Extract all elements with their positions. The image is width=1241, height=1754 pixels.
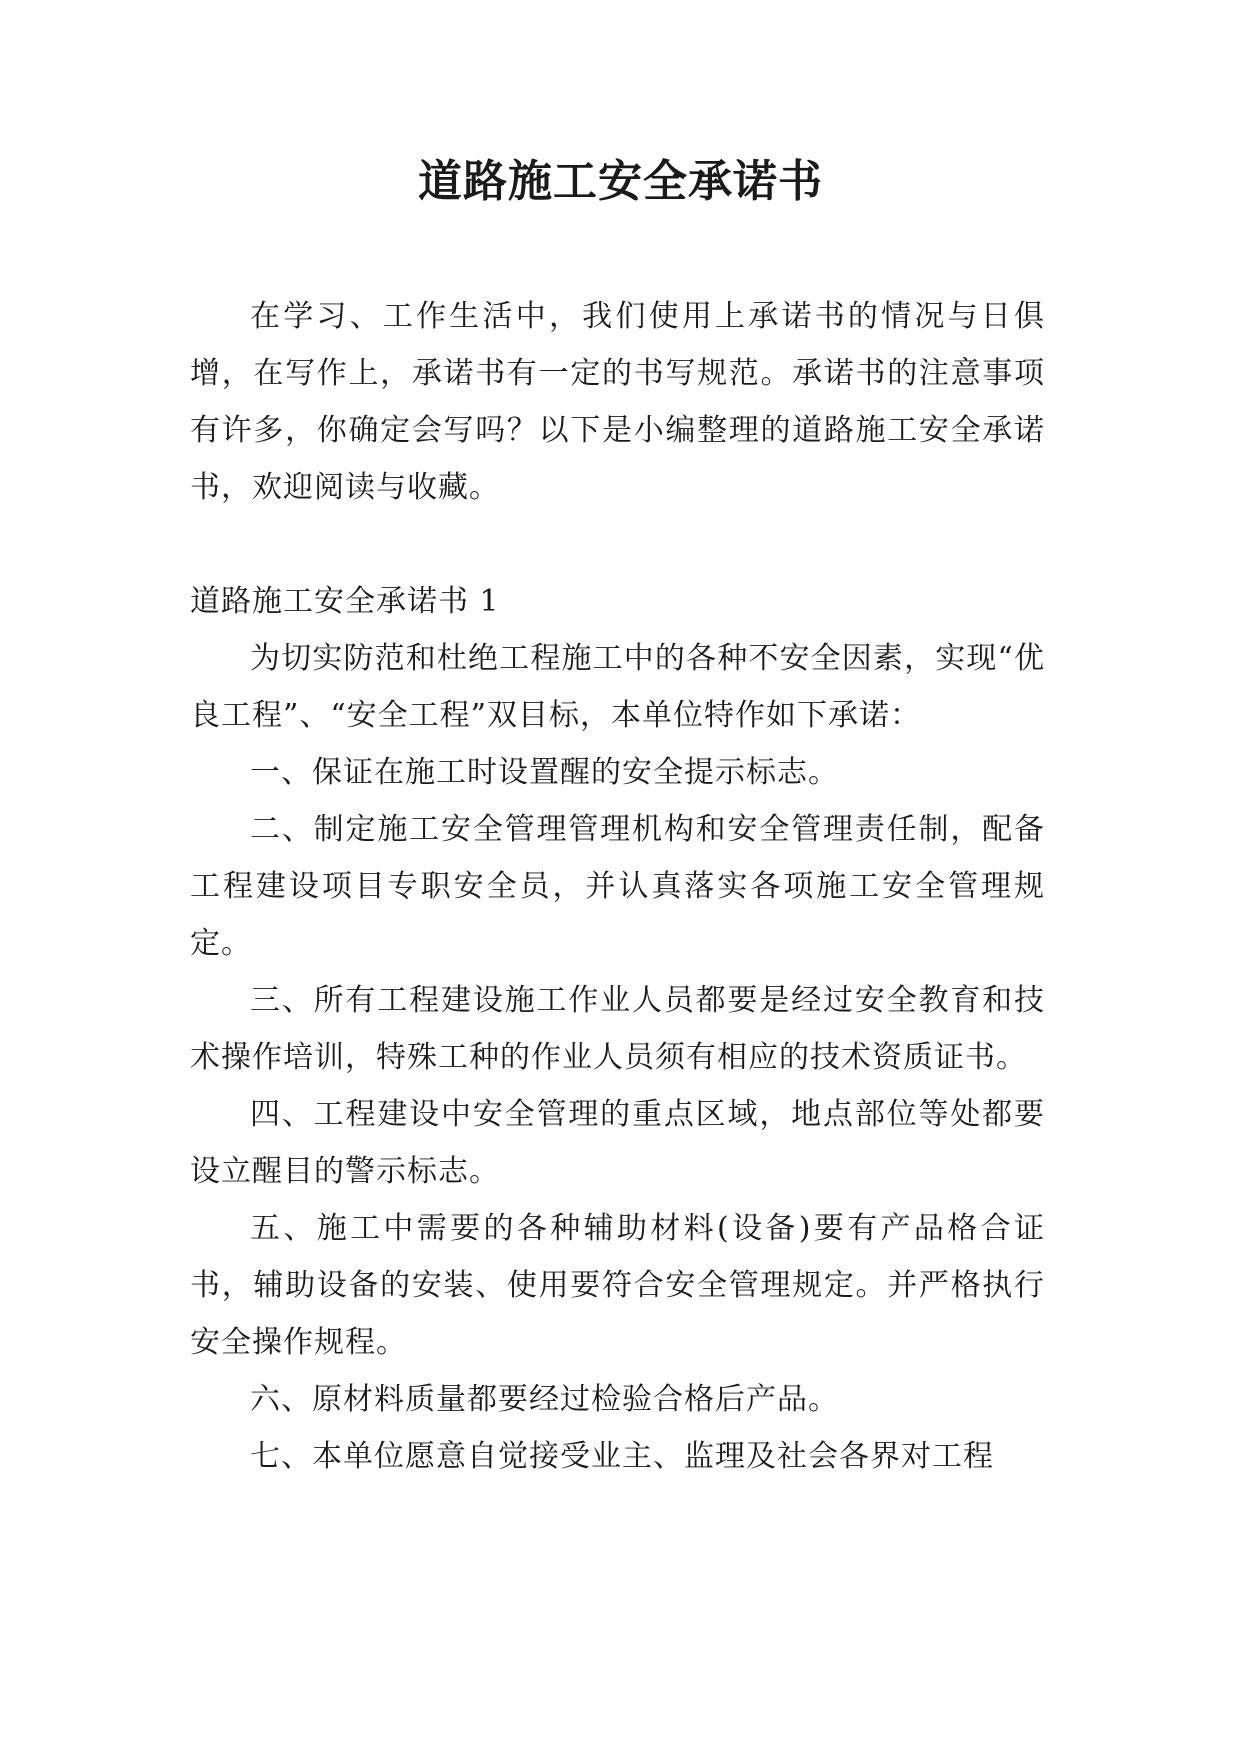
paragraph-item-6: 六、原材料质量都要经过检验合格后产品。 [250, 1382, 839, 1417]
document-title: 道路施工安全承诺书 [418, 156, 823, 207]
paragraph-preamble: 为切实防范和杜绝工程施工中的各种不安全因素，实现“优良工程”、“安全工程”双目标，本单位特作如下承诺： [190, 641, 1045, 733]
paragraph-item-1: 一、保证在施工时设置醒的安全提示标志。 [250, 755, 839, 790]
paragraph-item-2: 二、制定施工安全管理管理机构和安全管理责任制，配备工程建设项目专职安全员，并认真落实各项施工安全管理规定。 [190, 812, 1045, 961]
document-body [190, 288, 1045, 1485]
paragraph-item-7: 七、本单位愿意自觉接受业主、监理及社会各界对工程 [250, 1439, 994, 1474]
section-heading: 道路施工安全承诺书 1 [190, 584, 500, 619]
paragraph-item-3: 三、所有工程建设施工作业人员都要是经过安全教育和技术操作培训，特殊工种的作业人员须有相应的技术资质证书。 [190, 983, 1045, 1075]
paragraph-item-4: 四、工程建设中安全管理的重点区域，地点部位等处都要设立醒目的警示标志。 [190, 1097, 1045, 1189]
intro-paragraph: 在学习、工作生活中，我们使用上承诺书的情况与日俱增，在写作上，承诺书有一定的书写规范。承诺书的注意事项有许多，你确定会写吗？以下是小编整理的道路施工安全承诺书，欢迎阅读与收藏。 [190, 299, 1045, 505]
paragraph-item-5: 五、施工中需要的各种辅助材料(设备)要有产品格合证书，辅助设备的安装、使用要符合安全管理规定。并严格执行安全操作规程。 [190, 1211, 1045, 1360]
